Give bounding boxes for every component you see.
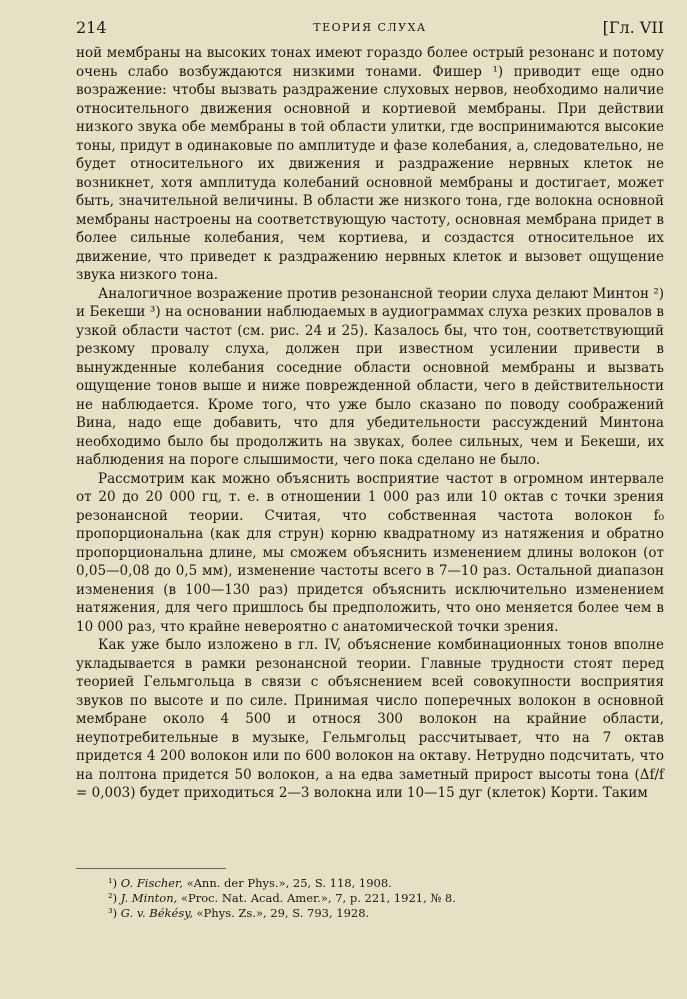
footnote-text: «Proc. Nat. Acad. Amer.», 7, p. 221, 1921, № 8. (180, 891, 456, 905)
footnote-author: G. v. Békésy, (120, 906, 193, 920)
paragraph: Как уже было изложено в гл. IV, объяснение комбинационных тонов вполне укладывается в рамки резонансной теории. Главные трудности стоят перед теорией Гельмгольца в связи с объяснением всей совокупности восприятия звуков по высоте и по силе. Принимая число поперечных волокон в основной мембране около 4 500 и относя 300 волокон на крайние области, неупотребительные в музыке, Гельмгольц рассчитывает, что на 7 октав придется 4 200 волокон или по 600 волокон на октаву. Нетрудно подсчитать, что на полтона придется 50 волокон, а на едва заметный прирост высоты тона (Δf/f = 0,003) будет приходиться 2—3 волокна или 10—15 дуг (клеток) Корти. Таким (76, 637, 664, 801)
running-title: ТЕОРИЯ СЛУХА (313, 21, 427, 34)
chapter-label: [Гл. VII (602, 18, 664, 37)
footnote-divider (76, 868, 226, 869)
footnote-text: «Phys. Zs.», 29, S. 793, 1928. (196, 906, 370, 920)
footnote (108, 891, 628, 906)
footnote-author: J. Minton, (120, 891, 178, 905)
footnote (108, 906, 628, 921)
paragraph: Аналогичное возражение против резонансной теории слуха делают Минтон ²) и Бекеши ³) на основании наблюдаемых в аудиограммах слуха резких провалов в узкой области частот (см. рис. 24 и 25). Казалось бы, что тон, соответствующий резкому провалу слуха, должен при известном усилении привести в вынужденные колебания соседние области основной мембраны и вызвать ощущение тонов выше и ниже поврежденной области, чего в действительности не наблюдается. Кроме того, что уже было сказано по поводу соображений Вина, надо еще добавить, что для убедительности рассуждений Минтона необходимо было бы продолжить на звуках, более сильных, чем и Бекеши, их наблюдения на пороге слышимости, чего пока сделано не было. (76, 285, 664, 468)
footnote-mark: ¹) (108, 876, 118, 890)
footnote-mark: ²) (108, 891, 118, 905)
paragraph: ной мембраны на высоких тонах имеют гораздо более острый резонанс и потому очень слабо возбуждаются низкими тонами. Фишер ¹) приводит еще одно возражение: чтобы вызвать раздражение слуховых нервов, необходимо наличие относительного движения основной и кортиевой мембраны. При действии низкого звука обе мембраны в той области улитки, где воспринимаются высокие тоны, придут в одинаковые по амплитуде и фазе колебания, а, следовательно, не будет относительного их движения и раздражение нервных клеток не возникнет, хотя амплитуда колебаний основной мембраны и достигает, может быть, значительной величины. В области же низкого тона, где волокна основной мембраны настроены на соответствующую частоту, основная мембрана придет в более сильные колебания, чем кортиева, и создастся относительное их движение, что приведет к раздражению нервных клеток и вызовет ощущение звука низкого тона. (76, 45, 664, 283)
footnote-text: «Ann. der Phys.», 25, S. 118, 1908. (186, 876, 392, 890)
footnote-author: O. Fischer, (120, 876, 183, 890)
paragraph: Рассмотрим как можно объяснить восприятие частот в огромном интервале от 20 до 20 000 гц, т. е. в отношении 1 000 раз или 10 октав с точки зрения резонансной теории. Считая, что собственная частота волокон f₀ пропорциональна (как для струн) корню квадратному из натяжения и обратно пропорциональна длине, мы сможем объяснить изменением длины волокон (от 0,05—0,08 до 0,5 мм), изменение частоты всего в 7—10 раз. Остальной диапазон изменения (в 100—130 раз) придется объяснить исключительно изменением натяжения, для чего пришлось бы предположить, что оно меняется более чем в 10 000 раз, что крайне невероятно с анатомической точки зрения. (76, 470, 664, 635)
body-text (76, 44, 664, 803)
footnotes (108, 876, 628, 921)
footnote-mark: ³) (108, 906, 118, 920)
page-number: 214 (76, 18, 107, 37)
page-header (76, 18, 664, 42)
footnote (108, 876, 628, 891)
